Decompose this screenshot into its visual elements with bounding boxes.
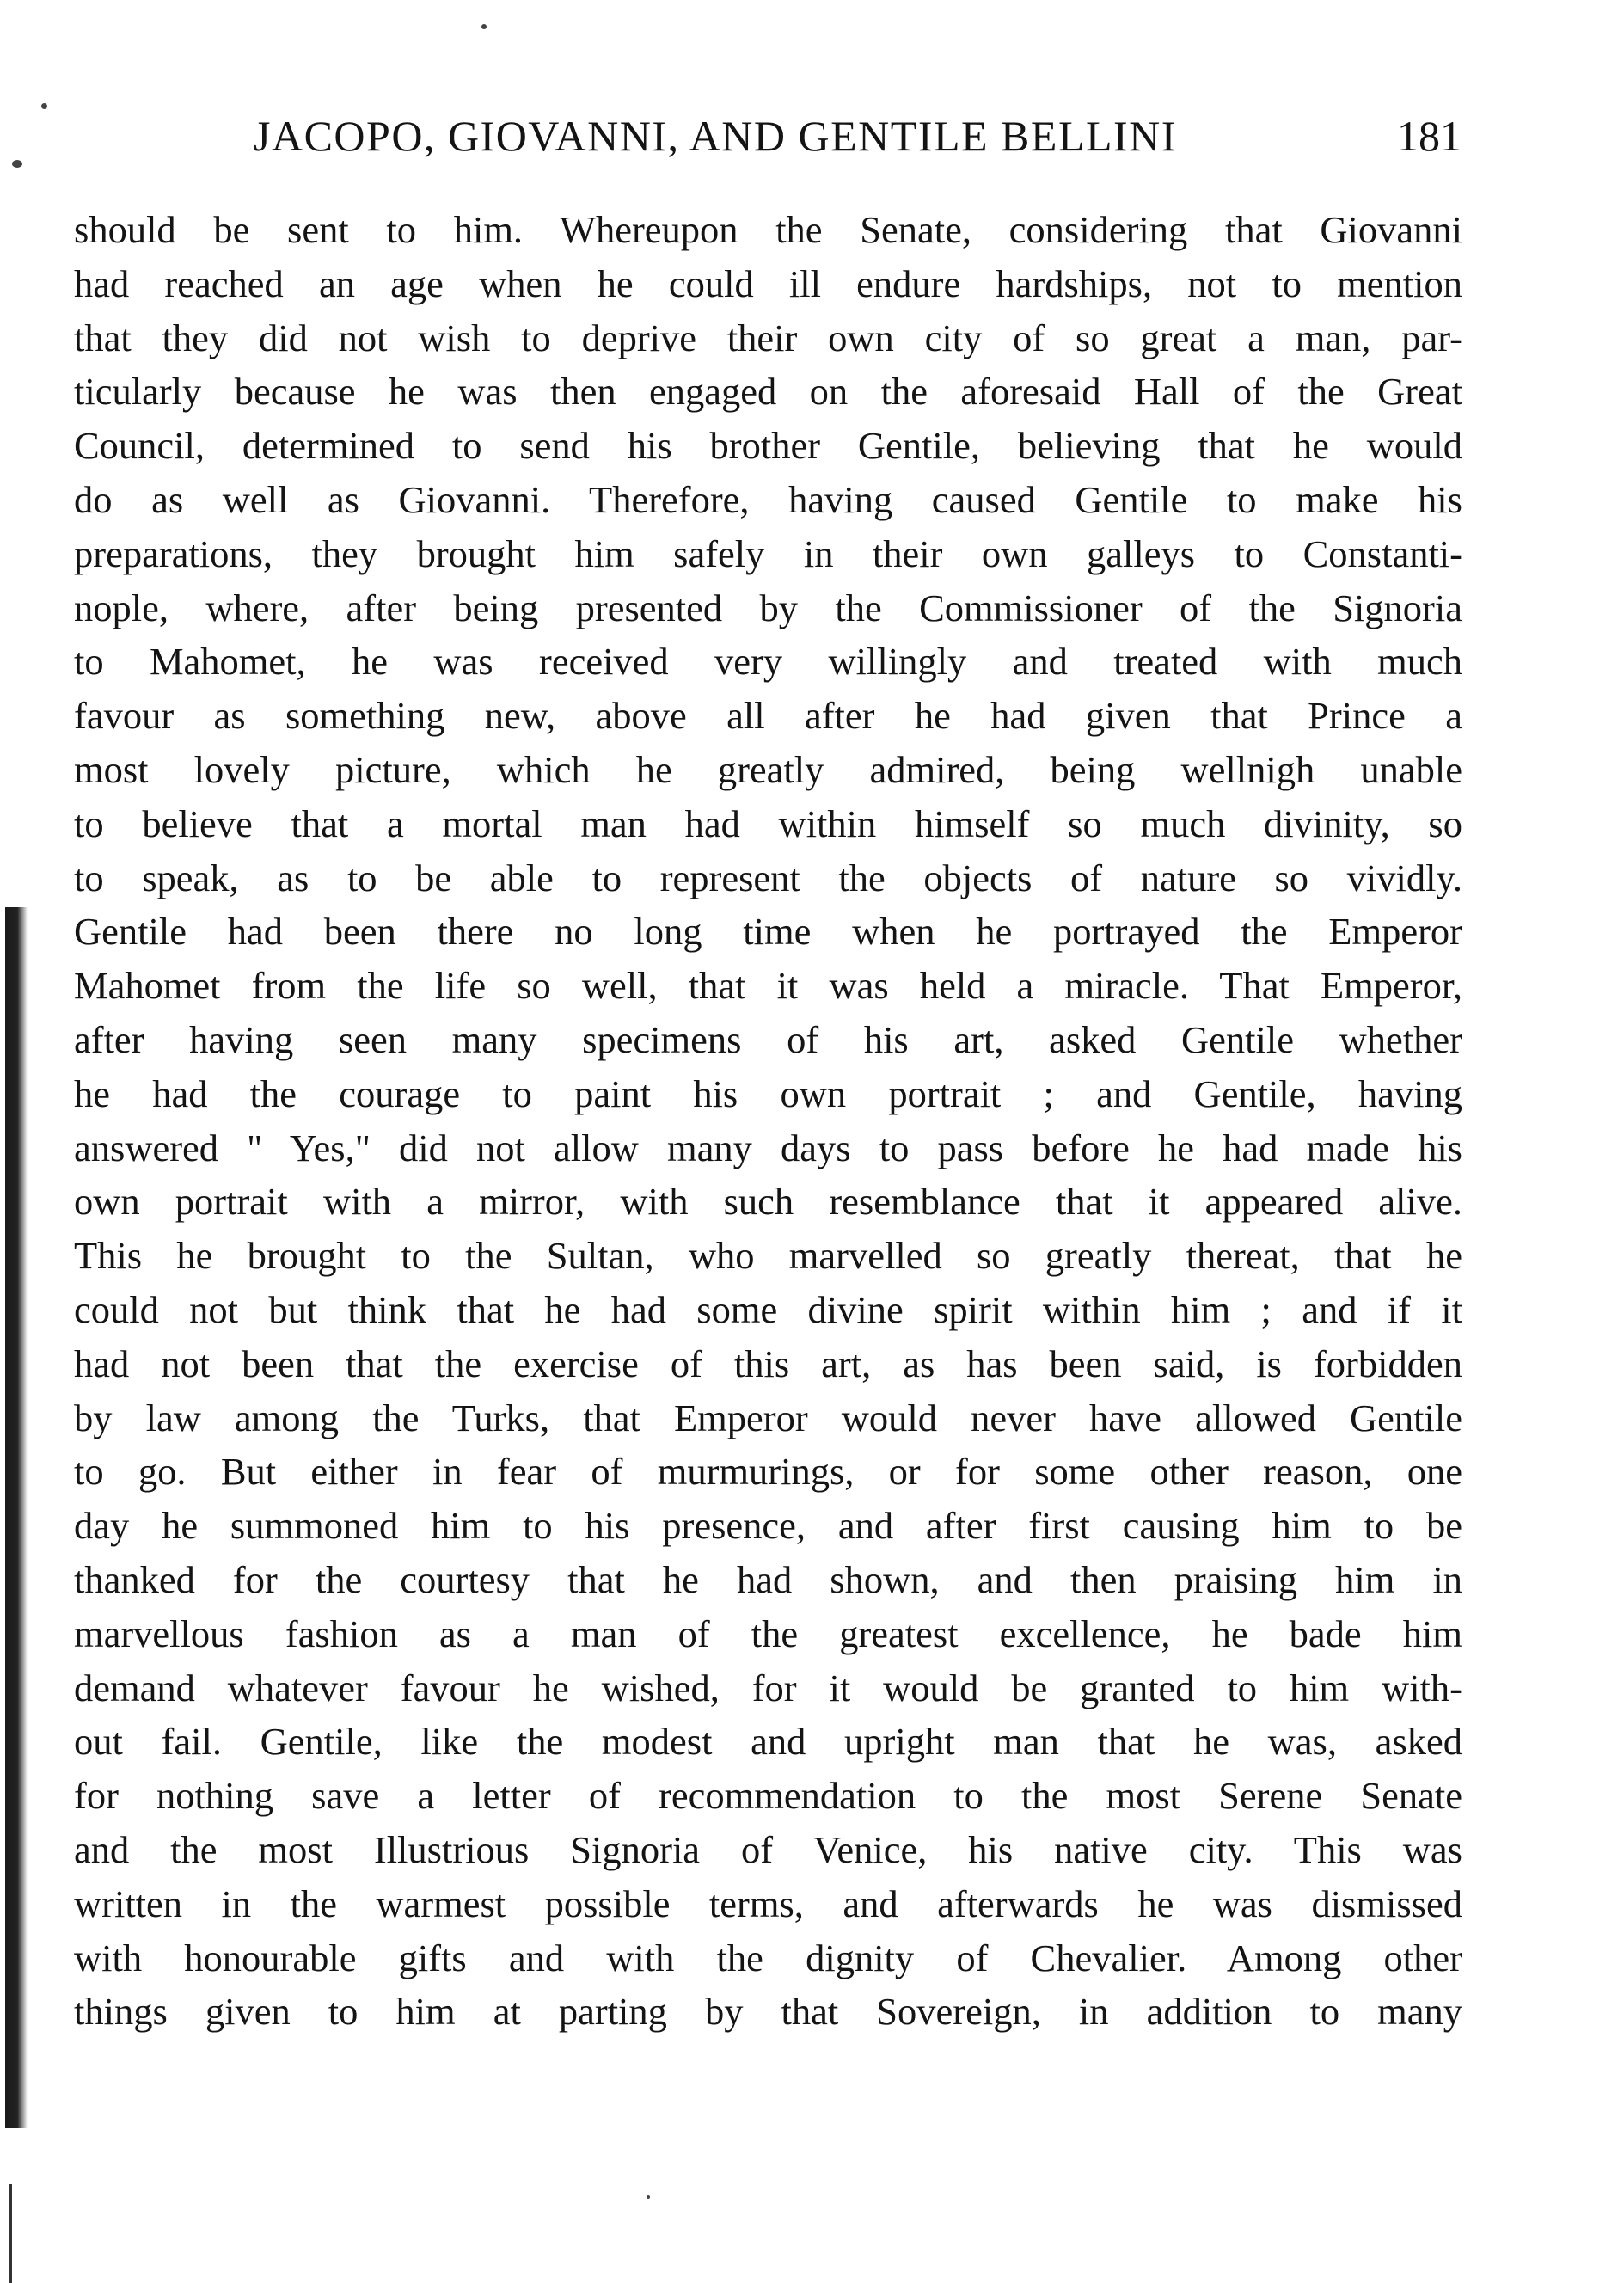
text-line: own portrait with a mirror, with such resemblance that it appeared alive. (74, 1180, 1462, 1224)
text-line: most lovely picture, which he greatly admired, being wellnigh unable (74, 747, 1462, 791)
scan-speck (481, 24, 487, 29)
running-head (73, 110, 1462, 162)
text-line: to speak, as to be able to represent the objects of nature so vividly. (74, 856, 1462, 899)
text-line: that they did not wish to deprive their own city of so great a man, par- (74, 316, 1462, 359)
scan-speck (41, 103, 47, 109)
text-line: answered " Yes," did not allow many days to pass before he had made his (74, 1126, 1462, 1169)
text-line: favour as something new, above all after he had given that Prince a (74, 694, 1462, 738)
text-line: after having seen many specimens of his art, asked Gentile whether (74, 1017, 1462, 1061)
text-line: for nothing save a letter of recommendation to the most Serene Senate (74, 1774, 1462, 1818)
text-line: Gentile had been there no long time when he portrayed the Emperor (74, 910, 1462, 954)
text-line: demand whatever favour he wished, for it would be granted to him with- (74, 1666, 1462, 1709)
binding-edge-line (9, 2184, 12, 2283)
page-number: 181 (1397, 112, 1462, 160)
text-line: could not but think that he had some divine spirit within him ; and if it (74, 1287, 1462, 1331)
text-line: by law among the Turks, that Emperor would never have allowed Gentile (74, 1396, 1462, 1439)
text-line: thanked for the courtesy that he had shown, and then praising him in (74, 1557, 1462, 1601)
text-line: day he summoned him to his presence, and after first causing him to be (74, 1504, 1462, 1548)
binding-shadow (5, 907, 28, 2128)
text-line: Council, determined to send his brother Gentile, believing that he would (74, 424, 1462, 468)
text-line: nople, where, after being presented by the Commissioner of the Signoria (74, 586, 1462, 629)
text-line: things given to him at parting by that Sovereign, in addition to many (74, 1990, 1462, 2034)
text-line: he had the courage to paint his own portrait ; and Gentile, having (74, 1071, 1462, 1115)
text-line: out fail. Gentile, like the modest and upright man that he was, asked (74, 1720, 1462, 1764)
body-text (74, 203, 1462, 2039)
text-line: had reached an age when he could ill endure hardships, not to mention (74, 261, 1462, 305)
scan-speck (12, 160, 22, 168)
text-line: Mahomet from the life so well, that it was held a miracle. That Emperor, (74, 964, 1462, 1008)
text-line: ticularly because he was then engaged on the aforesaid Hall of the Great (74, 370, 1462, 414)
text-line: marvellous fashion as a man of the greatest excellence, he bade him (74, 1611, 1462, 1655)
text-line: do as well as Giovanni. Therefore, having caused Gentile to make his (74, 477, 1462, 521)
text-line: with honourable gifts and with the dignity of Chevalier. Among other (74, 1936, 1462, 1979)
text-line: to go. But either in fear of murmurings, or for some other reason, one (74, 1450, 1462, 1494)
text-line: had not been that the exercise of this art, as has been said, is forbidden (74, 1341, 1462, 1385)
text-line: and the most Illustrious Signoria of Venice, his native city. This was (74, 1827, 1462, 1871)
running-title: JACOPO, GIOVANNI, AND GENTILE BELLINI (254, 112, 1177, 160)
text-line: to believe that a mortal man had within himself so much divinity, so (74, 801, 1462, 845)
text-line: preparations, they brought him safely in their own galleys to Constanti- (74, 531, 1462, 575)
text-line: This he brought to the Sultan, who marvelled so greatly thereat, that he (74, 1234, 1462, 1278)
text-line: to Mahomet, he was received very willingly and treated with much (74, 640, 1462, 684)
scan-speck (647, 2195, 650, 2199)
text-line: should be sent to him. Whereupon the Senate, considering that Giovanni (74, 208, 1462, 251)
text-line: written in the warmest possible terms, and afterwards he was dismissed (74, 1881, 1462, 1925)
